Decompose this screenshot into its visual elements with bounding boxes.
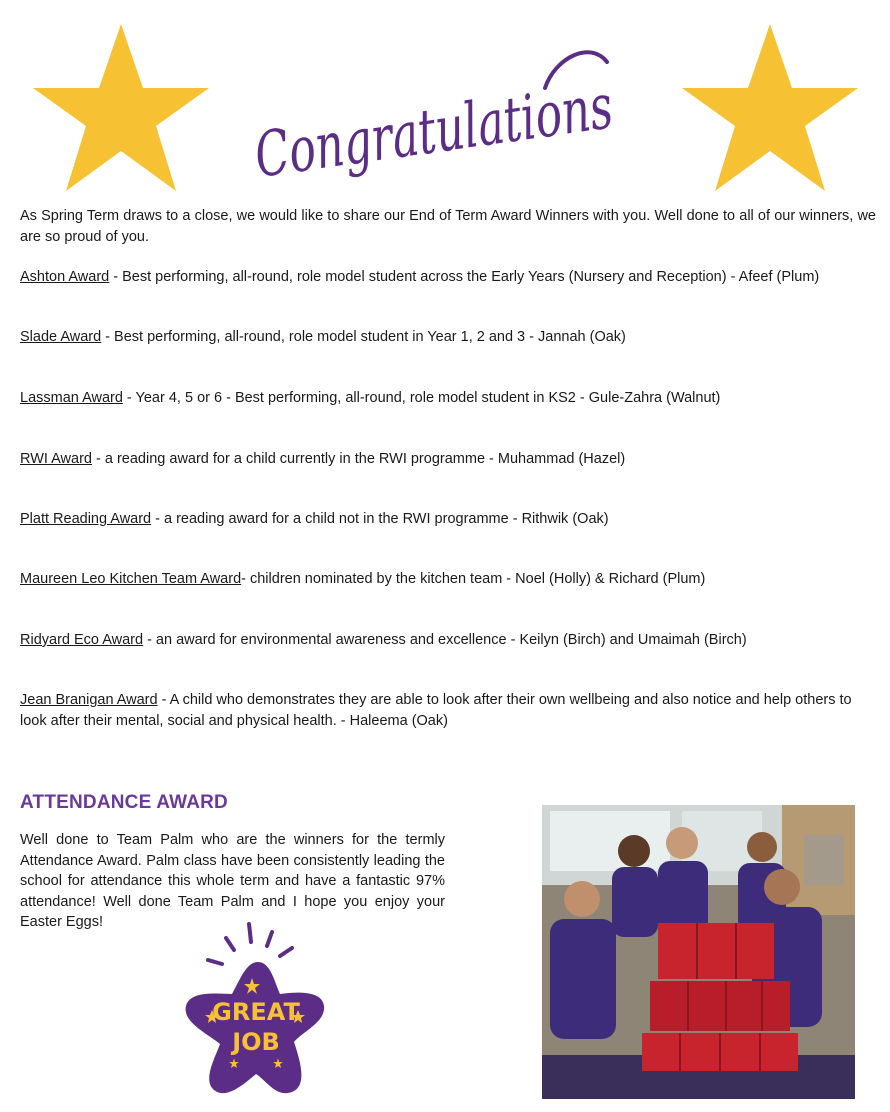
award-details: - children nominated by the kitchen team - Noel (Holly) & Richard (Plum) [241,571,706,587]
award-name: RWI Award [20,451,92,467]
award-name: Platt Reading Award [20,511,152,527]
award-details: - Best performing, all-round, role model student across the Early Years (Nursery and Reception) - Afeef (Plum) [109,269,820,285]
award-name: Maureen Leo Kitchen Team Award [20,571,242,587]
award-details: - Year 4, 5 or 6 - Best performing, all-round, role model student in KS2 - Gule-Zahra (Walnut) [122,390,721,406]
award-details: - a reading award for a child currently in the RWI programme - Muhammad (Hazel) [92,451,626,467]
attendance-heading: ATTENDANCE AWARD [20,792,228,813]
sticker-text-great: GREAT [212,998,300,1026]
attendance-text: Well done to Team Palm who are the winners for the termly Attendance Award. Palm class have been consistently leading the school for attendance this whole term and have a fantastic 97% attendance! Well done Team Palm and I hope you enjoy your Easter Eggs! [20,832,445,930]
award-jean-branigan [20,690,878,731]
sticker-text-job: JOB [232,1028,280,1056]
star-icon-left [30,20,212,195]
banner-text: Congratulations [250,49,763,192]
award-name: Ashton Award [20,269,110,285]
award-name: Lassman Award [20,390,123,406]
award-name: Jean Branigan Award [20,692,158,708]
award-details: - Best performing, all-round, role model student in Year 1, 2 and 3 - Jannah (Oak) [101,329,626,345]
award-details: - a reading award for a child not in the RWI programme - Rithwik (Oak) [151,511,609,527]
award-details: - A child who demonstrates they are able to look after their own wellbeing and also notice and help others to look after their mental, social and physical health. - Haleema (Oak) [20,692,852,729]
award-maureen-leo-kitchen [20,569,878,590]
award-details: - an award for environmental awareness and excellence - Keilyn (Birch) and Umaimah (Birch) [143,632,747,648]
award-name: Ridyard Eco Award [20,632,144,648]
award-lassman [20,388,878,409]
team-palm-photo [542,805,855,1099]
award-rwi [20,449,878,470]
award-slade [20,327,878,348]
award-ridyard-eco [20,630,878,651]
award-ashton [20,267,878,288]
congratulations-banner [245,40,763,200]
star-icon-right [679,20,861,195]
award-name: Slade Award [20,329,102,345]
award-platt-reading [20,509,878,530]
great-job-sticker [172,918,342,1108]
intro-text: As Spring Term draws to a close, we would like to share our End of Term Award Winners with you. Well done to all of our winners, we are so proud of you. [20,208,876,245]
